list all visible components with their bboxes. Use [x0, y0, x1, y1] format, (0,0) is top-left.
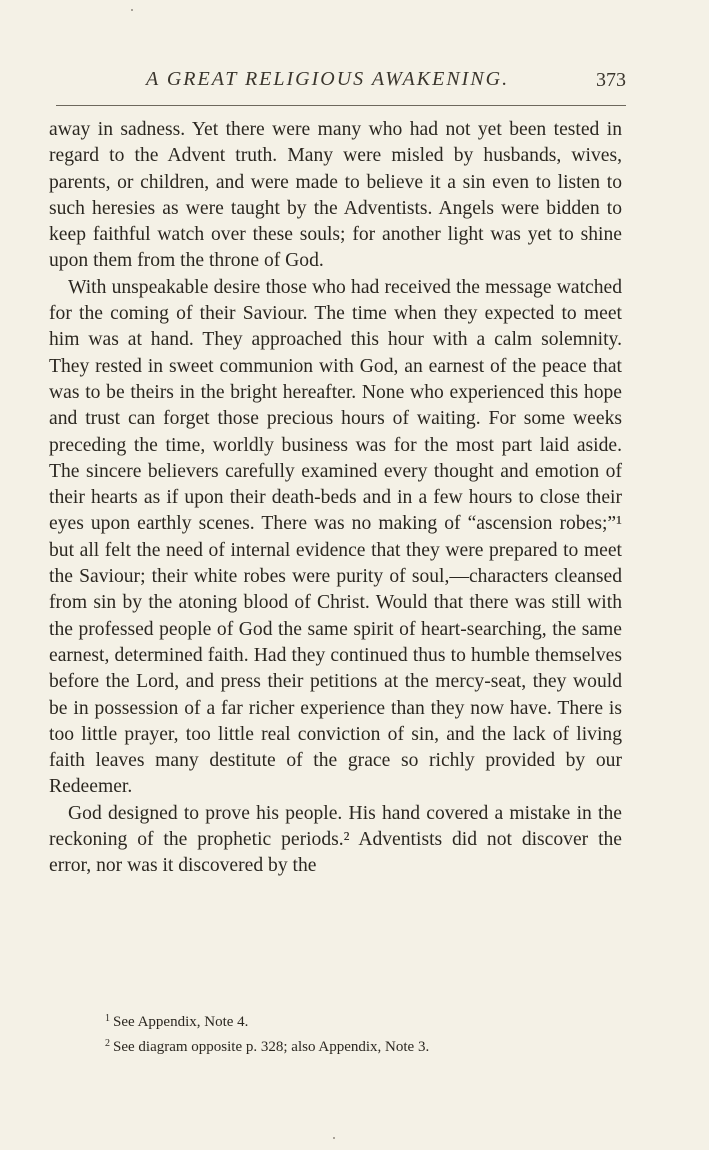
- header-rule: [56, 105, 626, 106]
- footnote-text: See diagram opposite p. 328; also Appendix, Note 3.: [113, 1039, 430, 1055]
- paragraph-prove-people: God designed to prove his people. His hand covered a mistake in the reckoning of the prophetic periods.² Adventists did not discover the error, nor was it discovered by the: [49, 802, 622, 877]
- footnote-marker: 1: [105, 1013, 110, 1024]
- footnote-marker: 2: [105, 1038, 110, 1049]
- running-head: [56, 68, 626, 98]
- footnotes: [49, 1008, 622, 1058]
- footnote-1: [49, 1008, 622, 1033]
- running-title: A GREAT RELIGIOUS AWAKENING.: [146, 68, 510, 90]
- paper-speck: [131, 9, 133, 11]
- footnote-2: [49, 1033, 622, 1058]
- page-number: 373: [596, 69, 626, 91]
- body-text: [49, 117, 622, 880]
- paragraph-continued: away in sadness. Yet there were many who had not yet been tested in regard to the Advent truth. Many were misled by husbands, wives, parents, or children, and were made to believe it a sin even to listen to such heresies as were taught by the Adventists. Angels were bidden to keep faithful watch over these souls; for another light was yet to shine upon them from the throne of God.: [49, 119, 622, 272]
- paragraph-awaiting-saviour: With unspeakable desire those who had received the message watched for the coming of their Saviour. The time when they expected to meet him was at hand. They approached this hour with a calm solemnity. They rested in sweet communion with God, an earnest of the peace that was to be theirs in the bright hereafter. None who experienced this hope and trust can forget those precious hours of waiting. For some weeks preceding the time, worldly business was for the most part laid aside. The sincere believers carefully examined every thought and emotion of their hearts as if upon their death-beds and in a few hours to close their eyes upon earthly scenes. There was no making of “ascension robes;”¹ but all felt the need of internal evidence that they were prepared to meet the Saviour; their white robes were purity of soul,—characters cleansed from sin by the atoning blood of Christ. Would that there was still with the professed people of God the same spirit of heart-searching, the same earnest, determined faith. Had they continued thus to humble themselves before the Lord, and press their petitions at the mercy-seat, they would be in possession of a far richer experience than they now have. There is too little prayer, too little real conviction of sin, and the lack of living faith leaves many destitute of the grace so richly provided by our Redeemer.: [49, 276, 622, 798]
- footnote-text: See Appendix, Note 4.: [113, 1014, 249, 1030]
- paper-speck: [333, 1137, 335, 1139]
